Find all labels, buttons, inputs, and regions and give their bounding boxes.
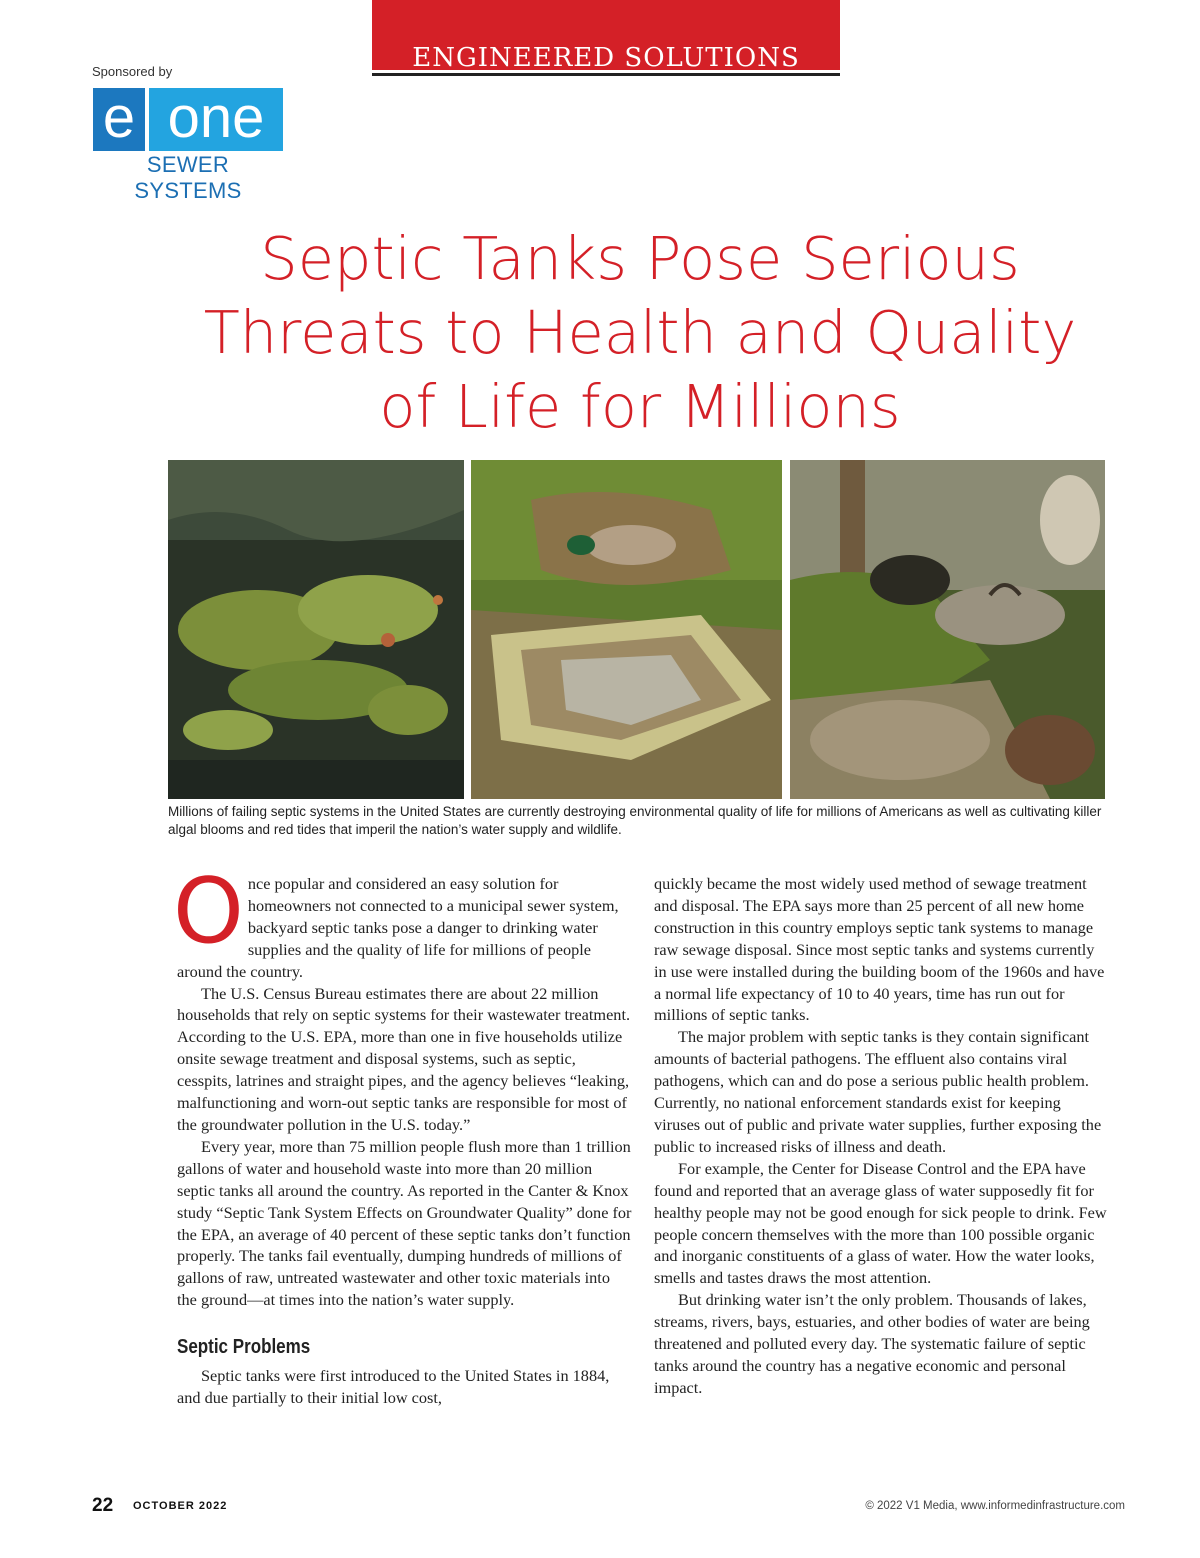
article-column-left [173,859,632,1409]
article-title: Septic Tanks Pose Serious Threats to Health and Quality of Life for Millions [203,224,1077,441]
paragraph: Every year, more than 75 million people flush more than 1 trillion gallons of water and household waste into more than 20 million septic tanks all around the country. As reported in the Canter & Knox study “Septic Tank System Effects on Groundwater Quality” done for the EPA, an average of 40 percent of these septic tanks don’t function properly. The tanks fail eventually, dumping hundreds of millions of gallons of raw, untreated wastewater and other toxic materials into the ground—at times into the nation’s water supply. [177,1136,632,1310]
article-column-right [654,873,1109,1399]
paragraph: nce popular and considered an easy solution for homeowners not connected to a municipal sewer system, backyard septic tanks pose a danger to drinking water supplies and the quality of life for millions of people around the country. [177,874,619,981]
section-label: ENGINEERED SOLUTIONS [412,43,800,73]
logo-e: e [93,88,145,151]
photo-septic-lid [790,460,1105,799]
page-number: 22 [92,1495,114,1516]
photo-duck-pit [471,460,782,799]
paragraph: For example, the Center for Disease Control and the EPA have found and reported that an average glass of water supposedly fit for healthy people may not be good enough for sick people to drink. Few people concern themselves with the more than 100 possible organic and inorganic constituents of a glass of water. How the water looks, smells and tastes draws the most attention. [654,1158,1107,1288]
paragraph: But drinking water isn’t the only problem. Thousands of lakes, streams, rivers, bays, estuaries, and other bodies of water are being threatened and polluted every day. The systematic failure of septic tanks around the country has a negative economic and personal impact. [654,1290,1090,1397]
paragraph: The major problem with septic tanks is they contain significant amounts of bacterial pathogens. The effluent also contains viral pathogens, which can and do pose a serious public health problem. Currently, no national enforcement standards exist for keeping viruses out of public and private water supplies, further exposing the public to increased risks of illness and death. [654,1027,1102,1156]
photo-caption: Millions of failing septic systems in the United States are currently destroying environmental quality of life for millions of Americans as well as cultivating killer algal blooms and red tides that imperil the nation’s water supply and wildlife. [168,804,1102,837]
photo-algae-pond [168,460,464,799]
section-heading: Septic Problems [177,1336,311,1359]
section-rule [372,73,840,76]
logo-one: one [149,88,283,151]
paragraph: quickly became the most widely used method of sewage treatment and disposal. The EPA says more than 25 percent of all new home construction in this country employs septic tank systems to manage raw sewage disposal. Since most septic tanks and systems currently in use were installed during the building boom of the 1960s and have a normal life expectancy of 10 to 40 years, time has run out for millions of septic tanks. [654,874,1105,1025]
paragraph: Septic tanks were first introduced to the United States in 1884, and due partially to their initial low cost, [177,1366,610,1407]
drop-cap: O [173,859,244,964]
copyright-notice: © 2022 V1 Media, www.informedinfrastructure.com [865,1500,1125,1512]
issue-date: OCTOBER 2022 [133,1500,228,1512]
eone-logo [93,85,283,151]
sponsored-by-label: Sponsored by [92,64,173,79]
paragraph: The U.S. Census Bureau estimates there are about 22 million households that rely on septic systems for their wastewater treatment. According to the U.S. EPA, more than one in five households utilize onsite sewage treatment and disposal systems, such as septic, cesspits, latrines and straight pipes, and the agency believes “leaking, malfunctioning and worn-out septic tanks are responsible for most of the groundwater pollution in the U.S. today.” [177,983,631,1134]
logo-subtitle: SEWER SYSTEMS [134,152,242,203]
